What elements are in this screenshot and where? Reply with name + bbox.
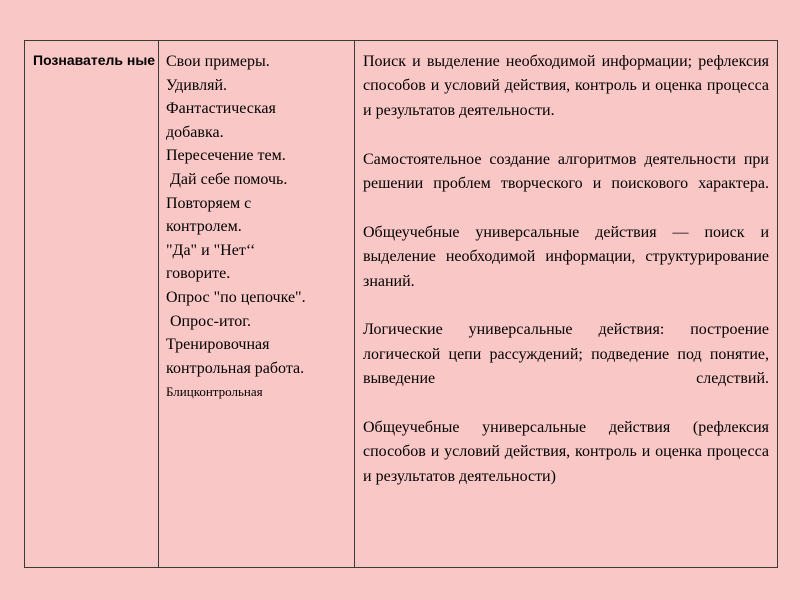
descriptions-cell	[355, 41, 775, 567]
examples-cell	[159, 41, 354, 567]
example-line: Фантастическая	[166, 100, 276, 118]
example-line: Дай себе помочь.	[166, 170, 288, 188]
description-paragraph: Общеучебные универсальные действия — поиск и выделение необходимой информации, структурирование знаний.	[363, 223, 769, 290]
description-paragraph: Логические универсальные действия: построение логической цепи рассуждений; подведение под понятие, выведение следствий.	[363, 321, 769, 388]
example-line: Свои примеры.	[166, 53, 270, 70]
example-line: Пересечение тем.	[166, 147, 286, 165]
category-label: Познаватель ные	[33, 52, 156, 68]
example-line: Опрос-итог.	[166, 312, 252, 330]
example-line: добавка.	[166, 123, 224, 141]
description-paragraph: Самостоятельное создание алгоритмов деятельности при решении проблем творческого и поискового характера.	[363, 150, 769, 193]
example-line: Тренировочная	[166, 336, 270, 354]
example-line: контрольная работа.	[166, 359, 305, 377]
description-paragraph: Общеучебные универсальные действия (рефлексия способов и условий действия, контроль и оценка процесса и результатов деятельности)	[363, 419, 769, 485]
example-line: контролем.	[166, 218, 242, 236]
example-line: "Да" и "Нет‘‘	[166, 241, 256, 259]
competency-table	[24, 40, 778, 568]
example-line: Блицконтрольная	[166, 384, 263, 400]
example-line: Повторяем с	[166, 194, 252, 212]
example-line: Удивляй.	[166, 76, 228, 94]
category-cell	[25, 41, 158, 567]
example-line: Опрос "по цепочке".	[166, 288, 306, 306]
description-paragraph: Поиск и выделение необходимой информации; рефлексия способов и условий действия, контроль и оценка процесса и результатов деятельности.	[363, 53, 769, 119]
example-line: говорите.	[166, 265, 231, 283]
